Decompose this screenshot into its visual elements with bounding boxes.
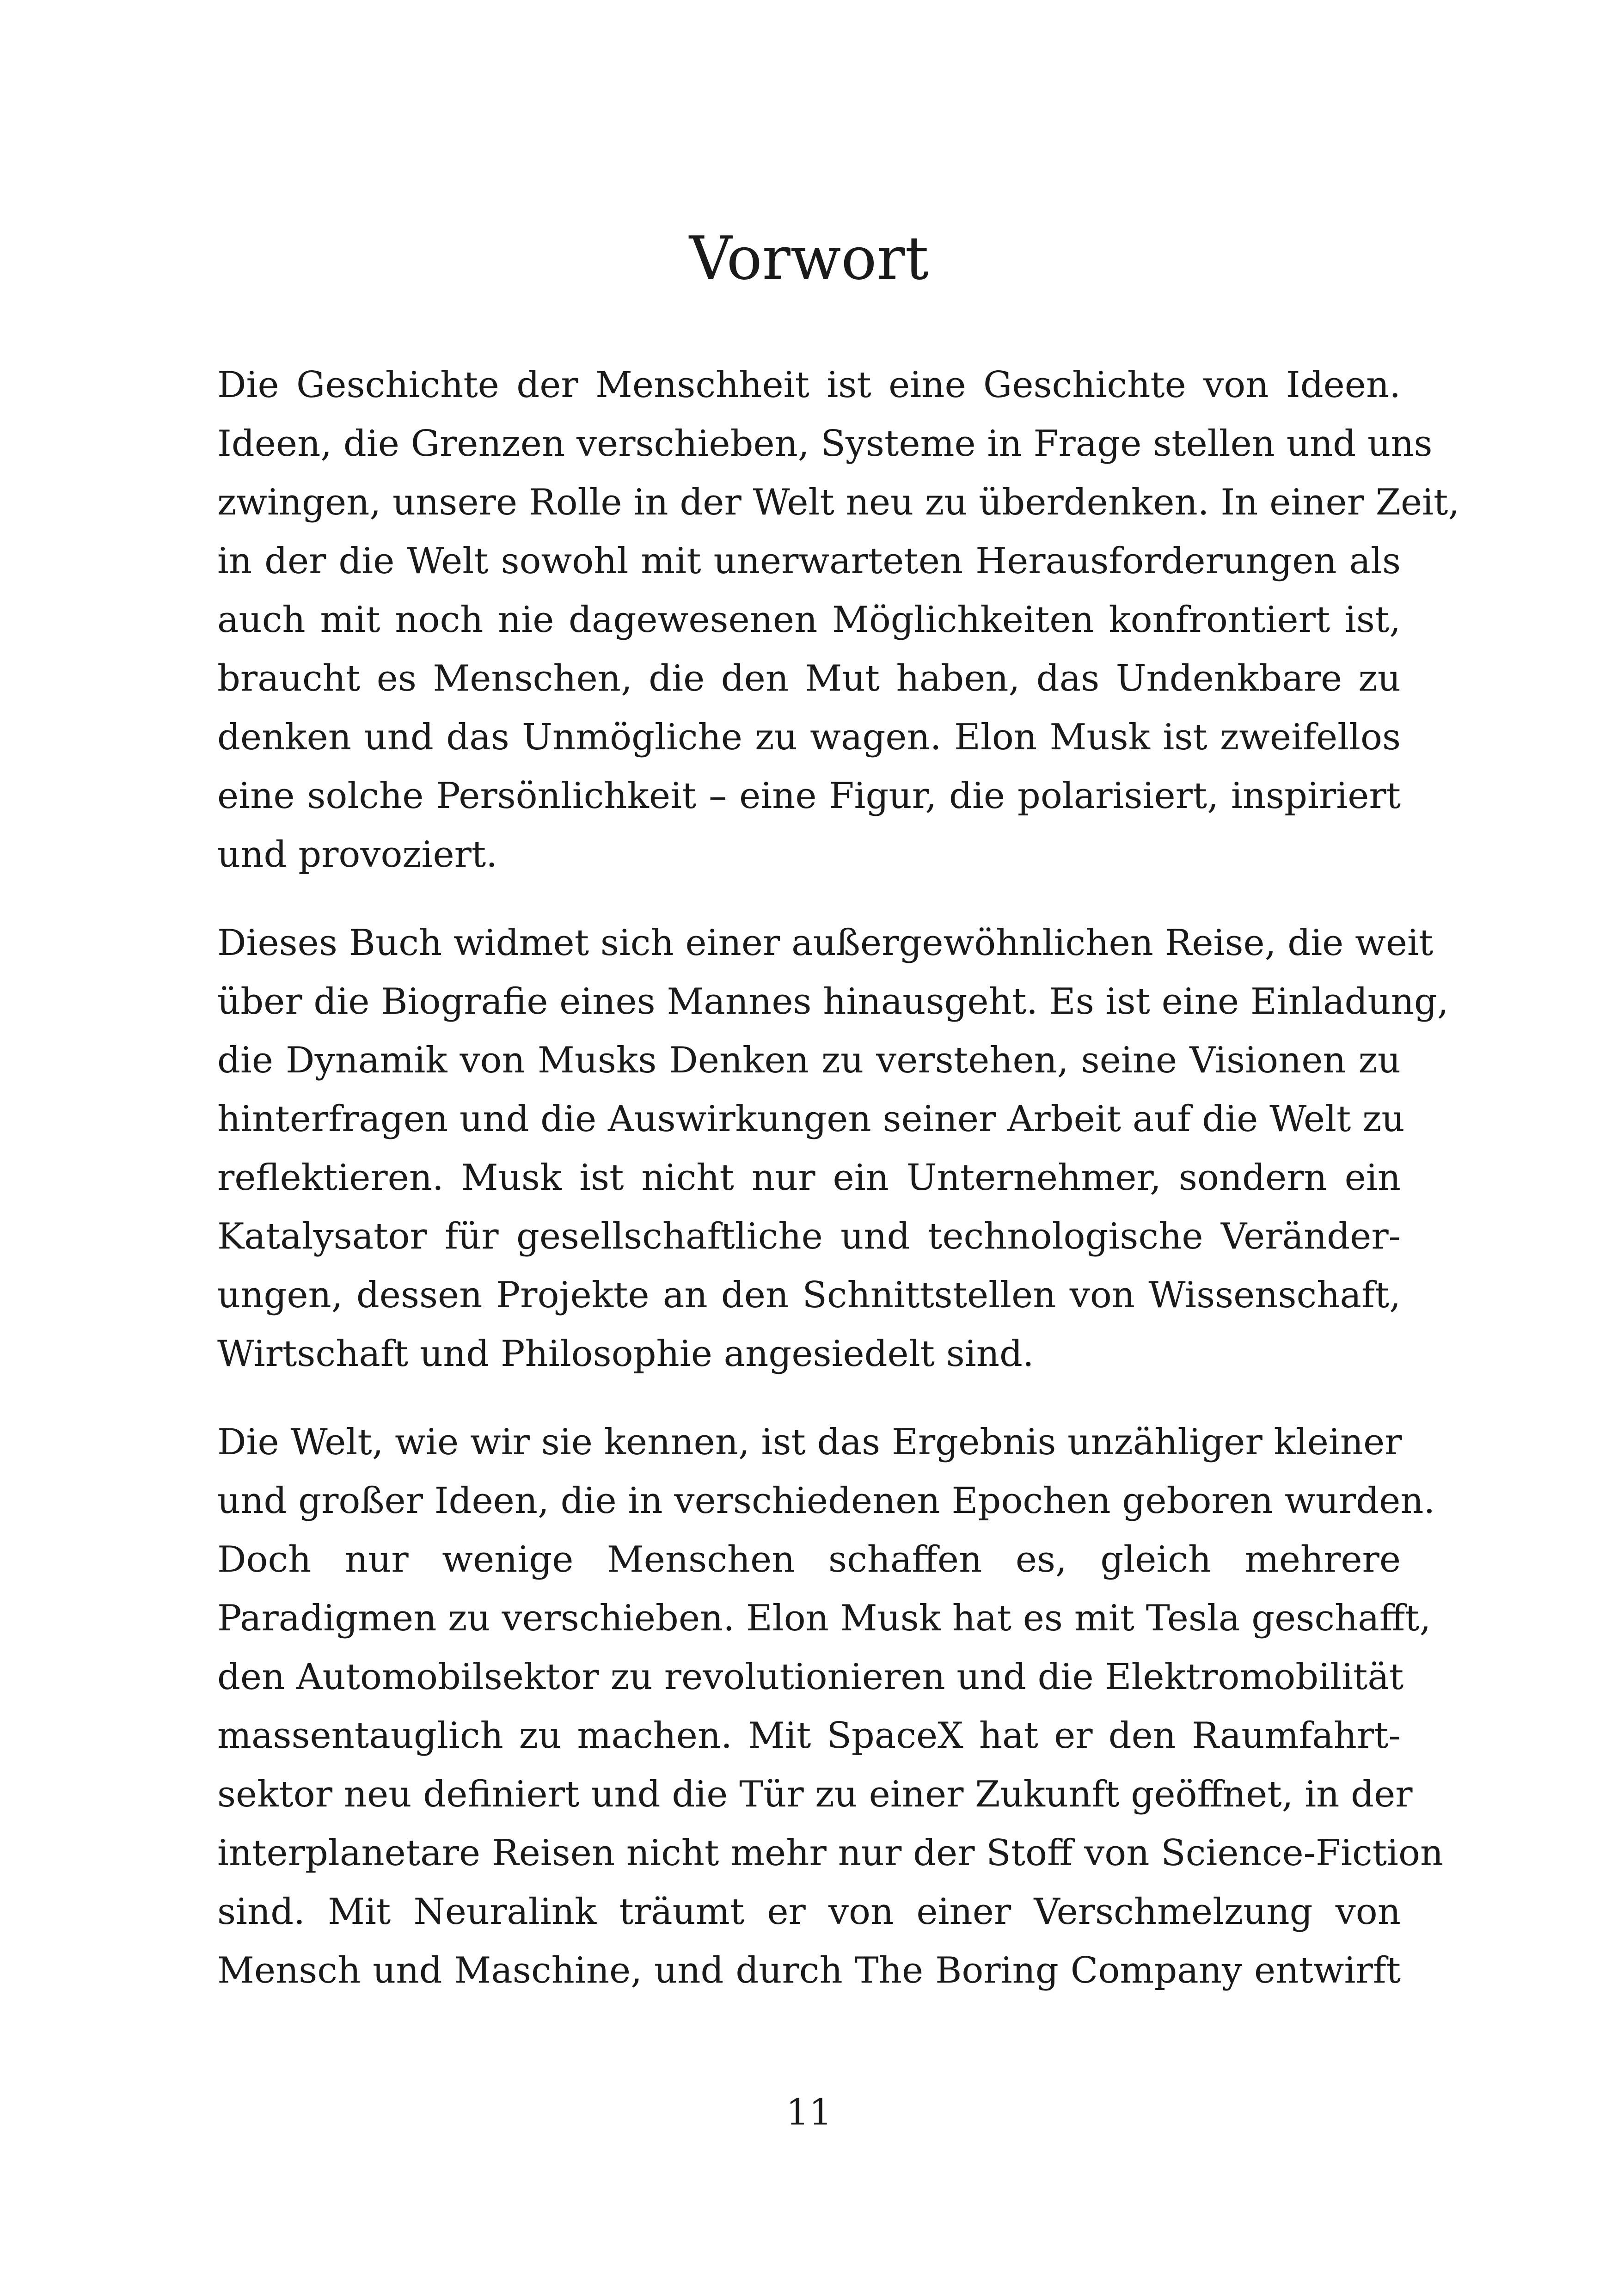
paragraph-1 [217, 356, 1460, 884]
text-line: massentauglich zu machen. Mit SpaceX hat er den Raumfahrt- [217, 1715, 1401, 1757]
text-line: Paradigmen zu verschieben. Elon Musk hat es mit Tesla geschafft, [217, 1598, 1431, 1639]
paragraph-3 [217, 1413, 1444, 2000]
text-line: Doch nur wenige Menschen schaffen es, gleich mehrere [217, 1539, 1401, 1580]
text-line: auch mit noch nie dagewesenen Möglichkeiten konfrontiert ist, [217, 599, 1401, 641]
text-line: Wirtschaft und Philosophie angesiedelt sind. [217, 1333, 1034, 1375]
text-line: den Automobilsektor zu revolutionieren und die Elektromobilität [217, 1656, 1404, 1698]
text-line: braucht es Menschen, die den Mut haben, das Undenkbare zu [217, 658, 1401, 699]
text-line: reflektieren. Musk ist nicht nur ein Unternehmer, sondern ein [217, 1157, 1401, 1199]
chapter-title: Vorwort [689, 224, 929, 293]
text-line: und großer Ideen, die in verschiedenen Epochen geboren wurden. [217, 1480, 1435, 1522]
page-number: 11 [786, 2092, 832, 2133]
text-line: Die Geschichte der Menschheit ist eine Geschichte von Ideen. [217, 364, 1401, 406]
text-line: hinterfragen und die Auswirkungen seiner Arbeit auf die Welt zu [217, 1098, 1405, 1140]
text-line: interplanetare Reisen nicht mehr nur der Stoff von Science-Fiction [217, 1832, 1444, 1874]
text-line: Ideen, die Grenzen verschieben, Systeme in Frage stellen und uns [217, 423, 1433, 465]
text-line: eine solche Persönlichkeit – eine Figur, die polarisiert, inspiriert [217, 775, 1401, 817]
text-line: Katalysator für gesellschaftliche und technologische Veränder- [217, 1216, 1401, 1257]
text-line: Die Welt, wie wir sie kennen, ist das Ergebnis unzähliger kleiner [217, 1421, 1402, 1463]
text-line: Dieses Buch widmet sich einer außergewöhnlichen Reise, die weit [217, 922, 1434, 964]
text-line: ungen, dessen Projekte an den Schnittstellen von Wissenschaft, [217, 1274, 1401, 1316]
text-line: sind. Mit Neuralink träumt er von einer Verschmelzung von [217, 1891, 1401, 1933]
text-line: in der die Welt sowohl mit unerwarteten Herausforderungen als [217, 540, 1401, 582]
text-line: und provoziert. [217, 834, 498, 876]
text-line: über die Biografie eines Mannes hinausgeht. Es ist eine Einladung, [217, 981, 1449, 1022]
text-line: Mensch und Maschine, und durch The Boring Company entwirft [217, 1950, 1401, 1991]
text-line: die Dynamik von Musks Denken zu verstehen, seine Visionen zu [217, 1040, 1401, 1081]
text-line: sektor neu definiert und die Tür zu einer Zukunft geöffnet, in der [217, 1774, 1413, 1815]
body-text [217, 356, 1460, 2030]
text-line: denken und das Unmögliche zu wagen. Elon Musk ist zweifellos [217, 716, 1401, 758]
text-line: zwingen, unsere Rolle in der Welt neu zu überdenken. In einer Zeit, [217, 482, 1460, 523]
paragraph-2 [217, 914, 1449, 1384]
